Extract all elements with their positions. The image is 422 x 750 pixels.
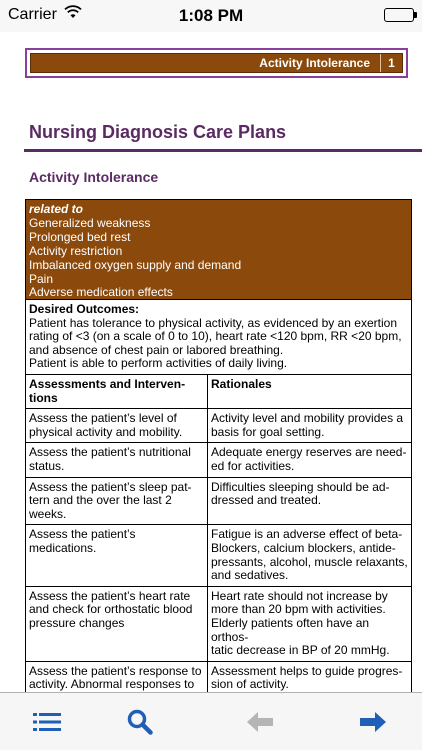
next-page-button[interactable] [343, 693, 403, 750]
care-plan-table [25, 374, 412, 723]
desired-outcomes [25, 300, 412, 375]
table-row [26, 443, 412, 477]
table-header-row [26, 375, 412, 409]
desired-outcomes-line: Patient is able to perform activities of daily living. [29, 356, 288, 371]
search-button[interactable] [110, 693, 170, 750]
back-arrow-icon [247, 712, 273, 732]
related-to-item: Pain [29, 271, 54, 286]
related-to-box [25, 199, 412, 300]
column-header-assessments: Assessments and Interven- tions [26, 375, 208, 409]
desired-outcomes-heading: Desired Outcomes: [29, 302, 140, 316]
title-divider [24, 149, 422, 152]
bottom-toolbar [0, 692, 422, 750]
rationale-cell: Fatigue is an adverse effect of beta- Blockers, calcium blockers, antide- pressants, alcohol, muscle relaxants, and sedatives. [208, 525, 412, 586]
page-header [25, 48, 408, 78]
table-row [26, 525, 412, 586]
table-row [26, 477, 412, 525]
assessment-cell: Assess the patient’s nutritional status. [26, 443, 208, 477]
search-icon [127, 709, 153, 735]
battery-icon [384, 8, 414, 22]
related-to-item: Activity restriction [29, 243, 123, 258]
section-title: Activity Intolerance [29, 169, 159, 185]
rationale-cell: Assessment helps to guide progres- sion of activity. [208, 661, 412, 722]
status-bar [0, 0, 422, 32]
desired-outcomes-line: Patient has tolerance to physical activity, as evidenced by an exertion [29, 315, 397, 330]
rationale-cell: Activity level and mobility provides a basis for goal setting. [208, 409, 412, 443]
rationale-cell: Difficulties sleeping should be ad- dressed and treated. [208, 477, 412, 525]
clock: 1:08 PM [178, 6, 244, 25]
rationale-cell: Adequate energy reserves are need- ed for activities. [208, 443, 412, 477]
assessment-cell: Assess the patient’s heart rate and check for orthostatic blood pressure changes [26, 586, 208, 661]
assessment-cell: Assess the patient’s medications. [26, 525, 208, 586]
assessment-cell: Assess the patient’s level of physical activity and mobility. [26, 409, 208, 443]
related-to-item: Prolonged bed rest [29, 229, 131, 244]
assessment-cell: Assess the patient’s response to activity. Abnormal responses to [26, 661, 208, 722]
carrier-label: Carrier [8, 6, 57, 23]
related-to-heading: related to [29, 202, 84, 216]
rationale-cell: Heart rate should not increase by more than 20 bpm with activities. Elderly patients often have an orthos- tatic decrease in BP of 20 mmHg. [208, 586, 412, 661]
related-to-item: Imbalanced oxygen supply and demand [29, 257, 242, 272]
table-row [26, 409, 412, 443]
desired-outcomes-line: and absence of chest pain or labored breathing. [29, 342, 284, 357]
related-to-item: Generalized weakness [29, 215, 151, 230]
page-header-bar [30, 53, 403, 73]
column-header-rationales: Rationales [208, 375, 412, 409]
contents-button[interactable] [17, 693, 77, 750]
assessment-cell: Assess the patient’s sleep pat- tern and the over the last 2 weeks. [26, 477, 208, 525]
previous-page-button[interactable] [230, 693, 290, 750]
desired-outcomes-line: rating of <3 (on a scale of 0 to 10), heart rate <120 bpm, RR <20 bpm, [29, 329, 402, 344]
table-row [26, 586, 412, 661]
forward-arrow-icon [360, 712, 386, 732]
document-title: Nursing Diagnosis Care Plans [29, 122, 287, 142]
page-header-title: Activity Intolerance [259, 56, 370, 70]
list-icon [33, 712, 61, 732]
related-to-item: Adverse medication effects [29, 285, 173, 300]
page-number: 1 [380, 54, 402, 72]
